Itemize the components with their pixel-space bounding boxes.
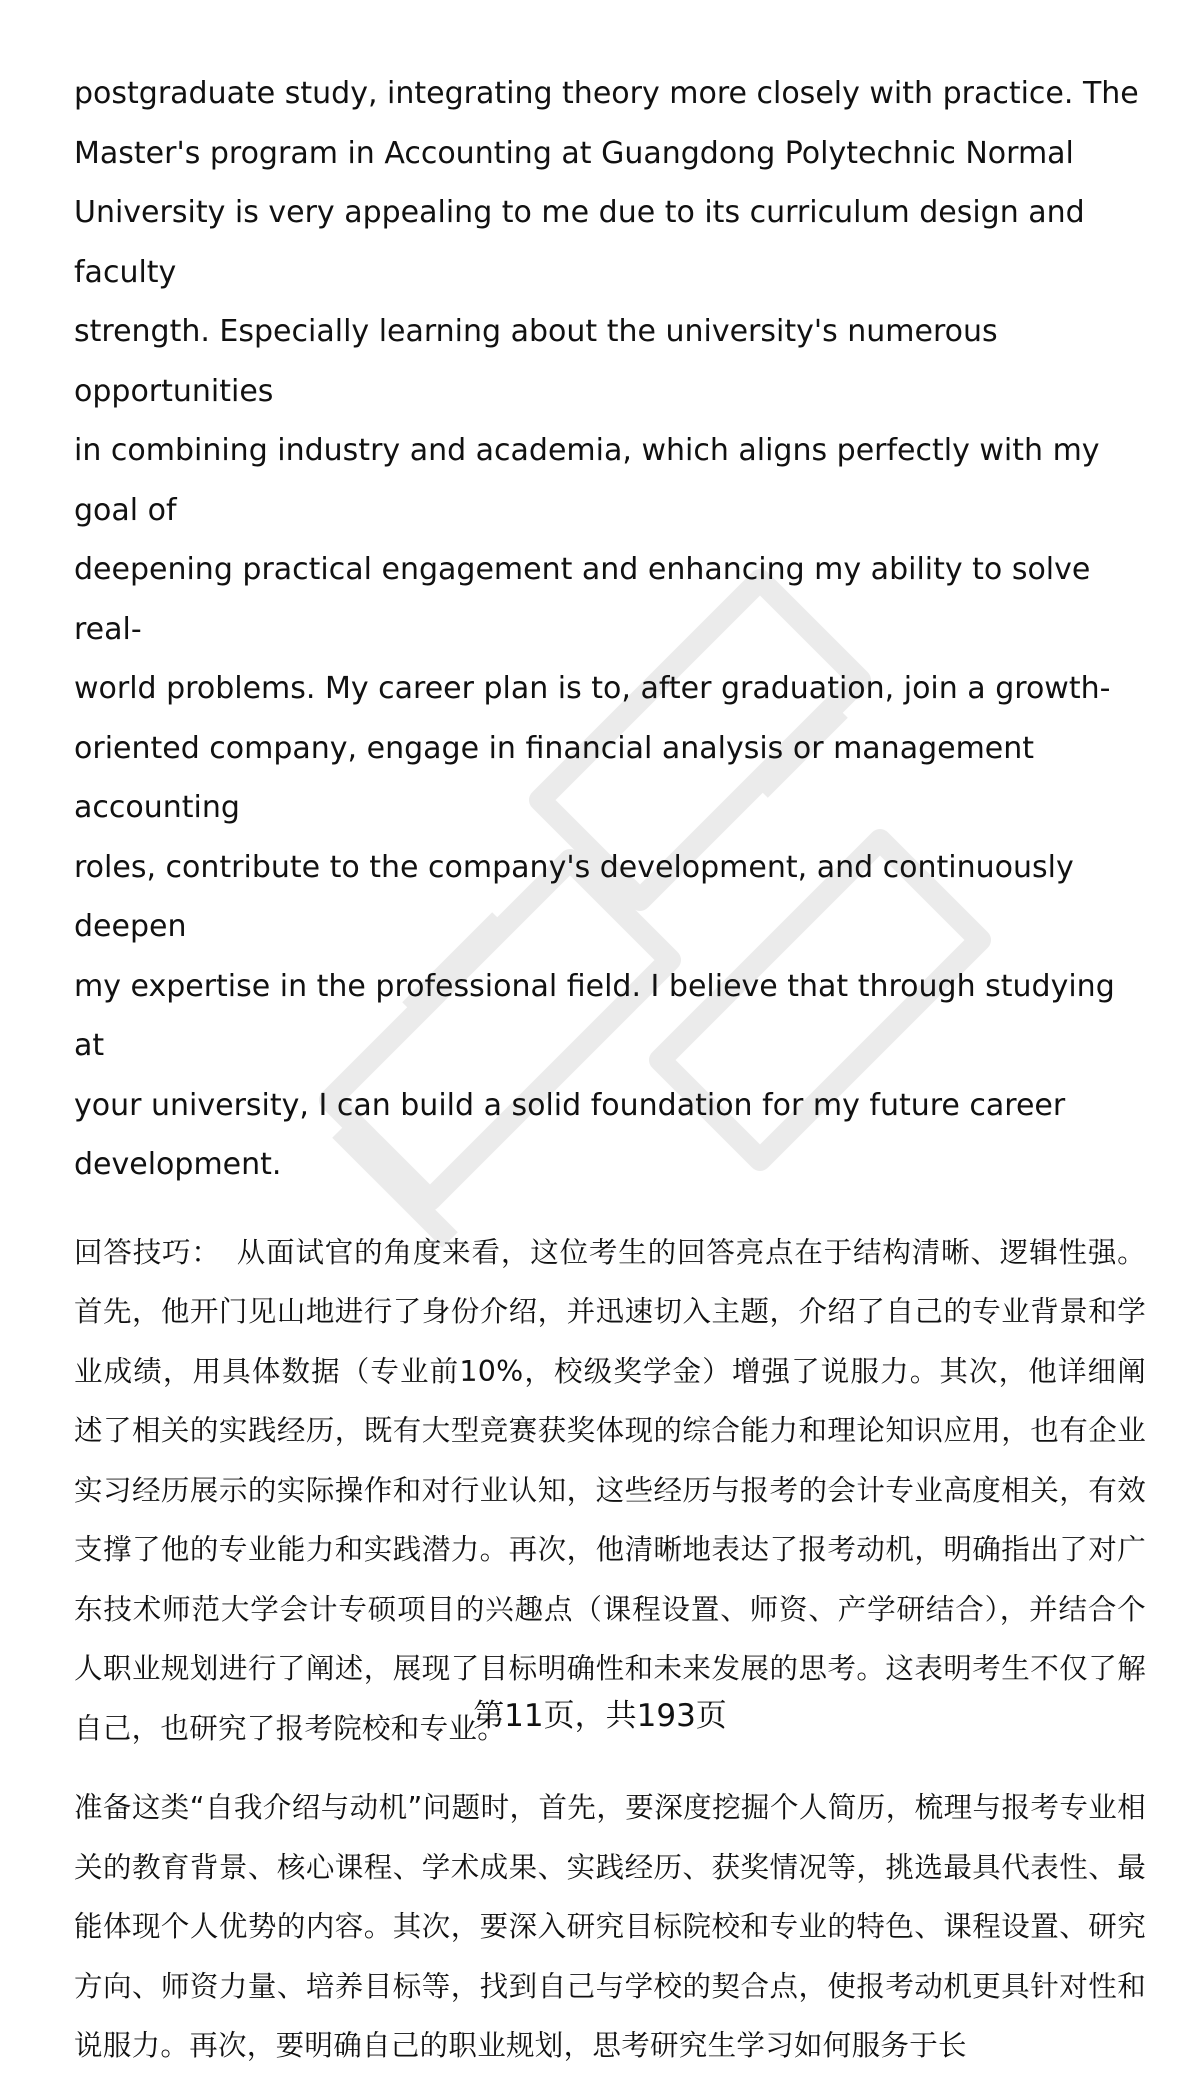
page-number-footer: 第11页，共193页 bbox=[473, 1698, 727, 1734]
english-answer-paragraph: postgraduate study, integrating theory more closely with practice. The Master's program in Accounting at Guangdong Polytechnic Normal University is very appealing to me due to its curriculum design and faculty strength. Especially learning about the university's numerous opportunities in combining industry and academia, which aligns perfectly with my goal of deepening practical engagement and enhancing my ability to solve real- world problems. My career plan is to, after graduation, join a growth- oriented company, engage in financial analysis or management accounting roles, contribute to the company's development, and continuously deepen my expertise in the professional field. I believe that through studying at your university, I can build a solid foundation for my future career development. bbox=[74, 76, 1139, 1182]
answer-tips-text: 从面试官的角度来看，这位考生的回答亮点在于结构清晰、逻辑性强。首先，他开门见山地进行了身份介绍，并迅速切入主题，介绍了自己的专业背景和学业成绩，用具体数据（专业前10%，校级奖学金）增强了说服力。其次，他详细阐述了相关的实践经历，既有大型竞赛获奖体现的综合能力和理论知识应用，也有企业实习经历展示的实际操作和对行业认知，这些经历与报考的会计专业高度相关，有效支撑了他的专业能力和实践潜力。再次，他清晰地表达了报考动机，明确指出了对广东技术师范大学会计专硕项目的兴趣点（课程设置、师资、产学研结合），并结合个人职业规划进行了阐述，展现了目标明确性和未来发展的思考。这表明考生不仅了解自己，也研究了报考院校和专业。 bbox=[74, 1235, 1146, 1745]
answer-tips-paragraph bbox=[74, 1223, 1146, 1759]
preparation-paragraph: 准备这类“自我介绍与动机”问题时，首先，要深度挖掘个人简历，梳理与报考专业相关的教育背景、核心课程、学术成果、实践经历、获奖情况等，挑选最具代表性、最能体现个人优势的内容。其次，要深入研究目标院校和专业的特色、课程设置、研究方向、师资力量、培养目标等，找到自己与学校的契合点，使报考动机更具针对性和说服力。再次，要明确自己的职业规划，思考研究生学习如何服务于长 bbox=[74, 1791, 1146, 2062]
answer-tips-label: 回答技巧： bbox=[74, 1235, 221, 1269]
page-content bbox=[74, 64, 1146, 2076]
